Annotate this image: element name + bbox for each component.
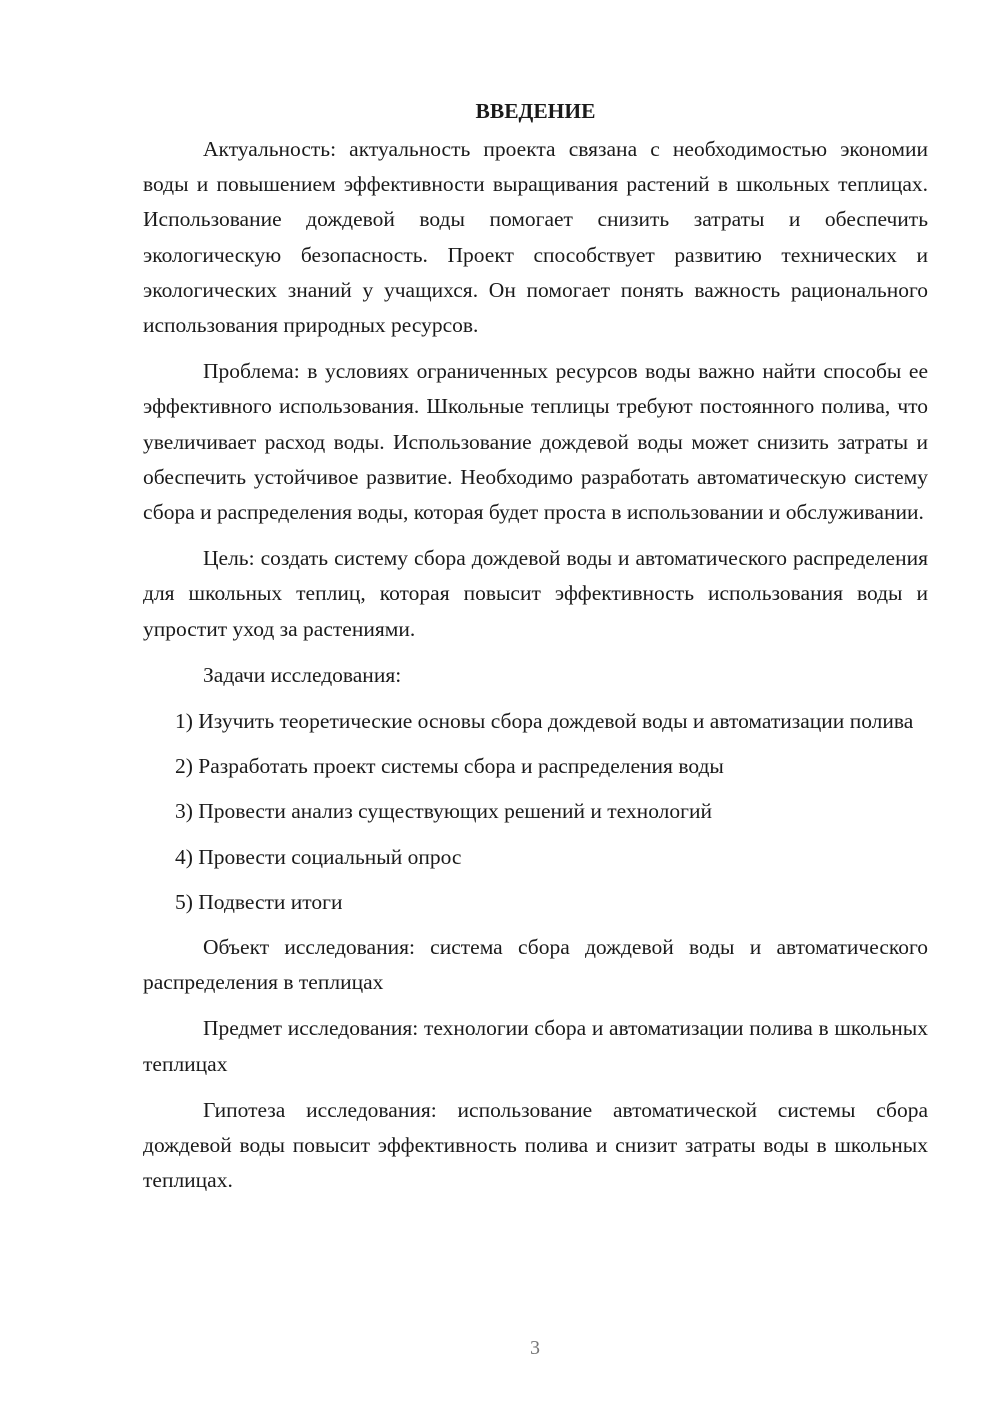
task-item: 5) Подвести итоги — [175, 889, 343, 914]
object-paragraph: Объект исследования: система сбора дождевой воды и автоматического распределения в теплицах — [143, 935, 928, 995]
section-title: ВВЕДЕНИЕ — [475, 99, 596, 123]
subject-paragraph: Предмет исследования: технологии сбора и автоматизации полива в школьных теплицах — [143, 1016, 928, 1076]
task-item: 4) Провести социальный опрос — [175, 844, 462, 869]
hypothesis-paragraph: Гипотеза исследования: использование автоматической системы сбора дождевой воды повысит эффективность полива и снизит затраты воды в школьных теплицах. — [143, 1097, 928, 1193]
task-item: 1) Изучить теоретические основы сбора дождевой воды и автоматизации полива — [175, 709, 914, 734]
tasks-list — [143, 704, 928, 920]
relevance-paragraph: Актуальность: актуальность проекта связана с необходимостью экономии воды и повышением эффективности выращивания растений в школьных теплицах. Использование дождевой воды помогает снизить затраты и обеспечить экологическую безопасность. Проект способствует развитию технических и экологических знаний у учащихся. Он помогает понять важность рационального использования природных ресурсов. — [143, 137, 928, 338]
goal-paragraph: Цель: создать систему сбора дождевой воды и автоматического распределения для школьных теплиц, которая повысит эффективность использования воды и упростит уход за растениями. — [143, 546, 928, 641]
document-body — [143, 98, 928, 1209]
page-number: 3 — [530, 1337, 540, 1359]
task-item: 2) Разработать проект системы сбора и распределения воды — [175, 754, 724, 779]
problem-paragraph: Проблема: в условиях ограниченных ресурсов воды важно найти способы ее эффективного использования. Школьные теплицы требуют постоянного полива, что увеличивает расход воды. Использование дождевой воды может снизить затраты и обеспечить устойчивое развитие. Необходимо разработать автоматическую систему сбора и распределения воды, которая будет проста в использовании и обслуживании. — [143, 359, 928, 525]
task-item: 3) Провести анализ существующих решений и технологий — [175, 799, 712, 824]
tasks-heading: Задачи исследования: — [203, 662, 402, 687]
